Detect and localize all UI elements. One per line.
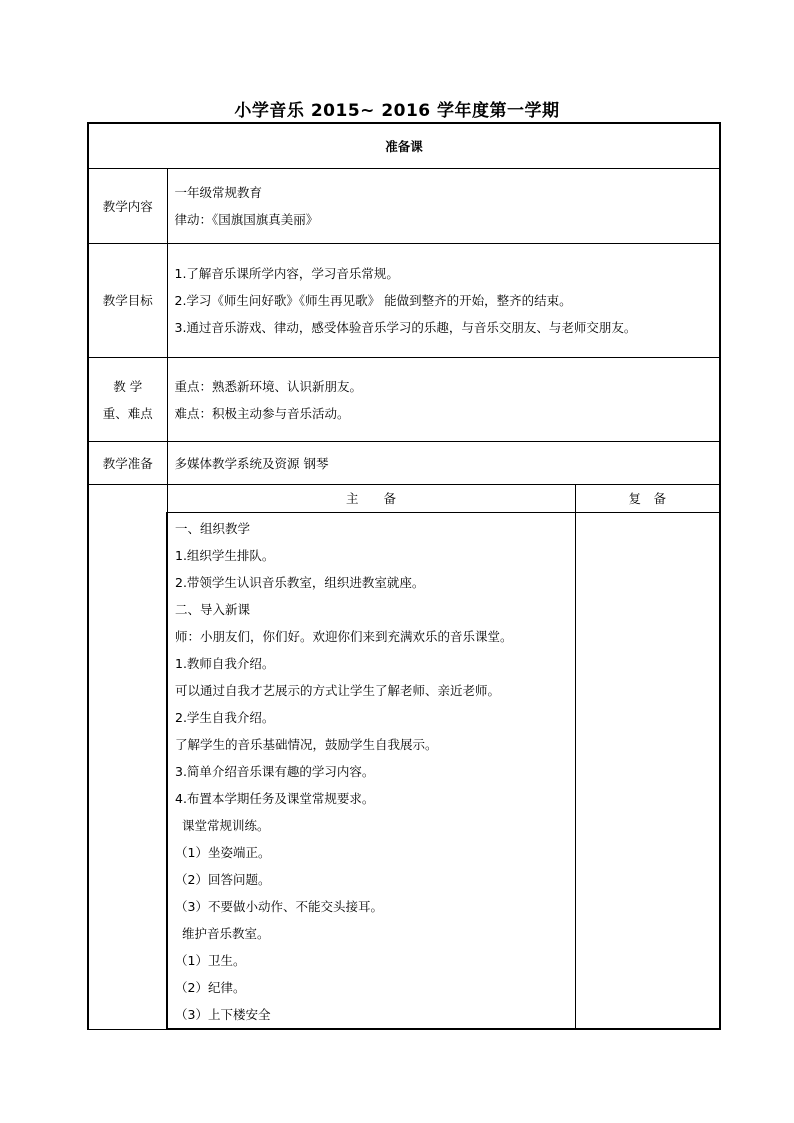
content-line: 一年级常规教育 [174, 185, 263, 200]
plan-line: （2）纪律。 [175, 980, 246, 995]
plan-line: 一、组织教学 [175, 521, 251, 536]
content-line: 律动：《国旗国旗真美丽》 [174, 212, 319, 227]
teaching-content-cell [167, 169, 720, 244]
plan-line: 1.组织学生排队。 [175, 548, 275, 563]
plan-line: 课堂常规训练。 [182, 818, 270, 833]
row-plan-subheader [88, 485, 720, 513]
plan-line: 二、导入新课 [175, 602, 251, 617]
plan-line: 师：小朋友们，你们好。欢迎你们来到充满欢乐的音乐课堂。 [175, 629, 513, 644]
label-teaching-content: 教学内容 [88, 169, 167, 244]
plan-line: 4.布置本学期任务及课堂常规要求。 [175, 791, 375, 806]
row-teaching-goals [88, 244, 720, 358]
main-prep-content [167, 513, 575, 1030]
goal-line: 3.通过音乐游戏、律动，感受体验音乐学习的乐趣，与音乐交朋友、与老师交朋友。 [174, 320, 637, 335]
label-teaching-preparation: 教学准备 [88, 442, 167, 485]
plan-left-blank [88, 485, 167, 1030]
plan-line: （3）上下楼安全 [175, 1007, 271, 1022]
plan-line: 1.教师自我介绍。 [175, 656, 275, 671]
plan-line: 2.带领学生认识音乐教室，组织进教室就座。 [175, 575, 425, 590]
row-key-points [88, 358, 720, 442]
lesson-title: 准备课 [88, 123, 720, 169]
plan-line: （1）卫生。 [175, 953, 246, 968]
main-prep-header: 主 备 [167, 485, 575, 513]
goal-line: 1.了解音乐课所学内容，学习音乐常规。 [174, 266, 399, 281]
document-title: 小学音乐 2015~ 2016 学年度第一学期 [234, 101, 560, 121]
teaching-preparation-cell: 多媒体教学系统及资源 钢琴 [167, 442, 720, 485]
row-plan-body [88, 513, 720, 1030]
teaching-goals-cell [167, 244, 720, 358]
review-prep-header: 复 备 [575, 485, 720, 513]
goal-line: 2.学习《师生问好歌》《师生再见歌》 能做到整齐的开始，整齐的结束。 [174, 293, 572, 308]
review-prep-content [575, 513, 720, 1030]
plan-line: 维护音乐教室。 [182, 926, 270, 941]
plan-line: （1）坐姿端正。 [175, 845, 271, 860]
label-key-points [88, 358, 167, 442]
plan-line: 可以通过自我才艺展示的方式让学生了解老师、亲近老师。 [175, 683, 501, 698]
plan-line: 了解学生的音乐基础情况，鼓励学生自我展示。 [175, 737, 438, 752]
row-teaching-content [88, 169, 720, 244]
key-points-cell [167, 358, 720, 442]
key-point-line: 重点：熟悉新环境、认识新朋友。 [174, 378, 363, 394]
plan-line: 2.学生自我介绍。 [175, 710, 275, 725]
table-header-row [88, 123, 720, 169]
plan-line: （2）回答问题。 [175, 872, 271, 887]
label-teaching-goals: 教学目标 [88, 244, 167, 358]
lesson-plan-table [87, 122, 721, 1030]
row-teaching-preparation [88, 442, 720, 485]
label-key-points-line1: 教 学 [113, 378, 143, 394]
key-point-line: 难点：积极主动参与音乐活动。 [174, 405, 350, 421]
plan-line: 3.简单介绍音乐课有趣的学习内容。 [175, 764, 375, 779]
plan-line: （3）不要做小动作、不能交头接耳。 [175, 899, 383, 914]
label-key-points-line2: 重、难点 [102, 405, 153, 421]
